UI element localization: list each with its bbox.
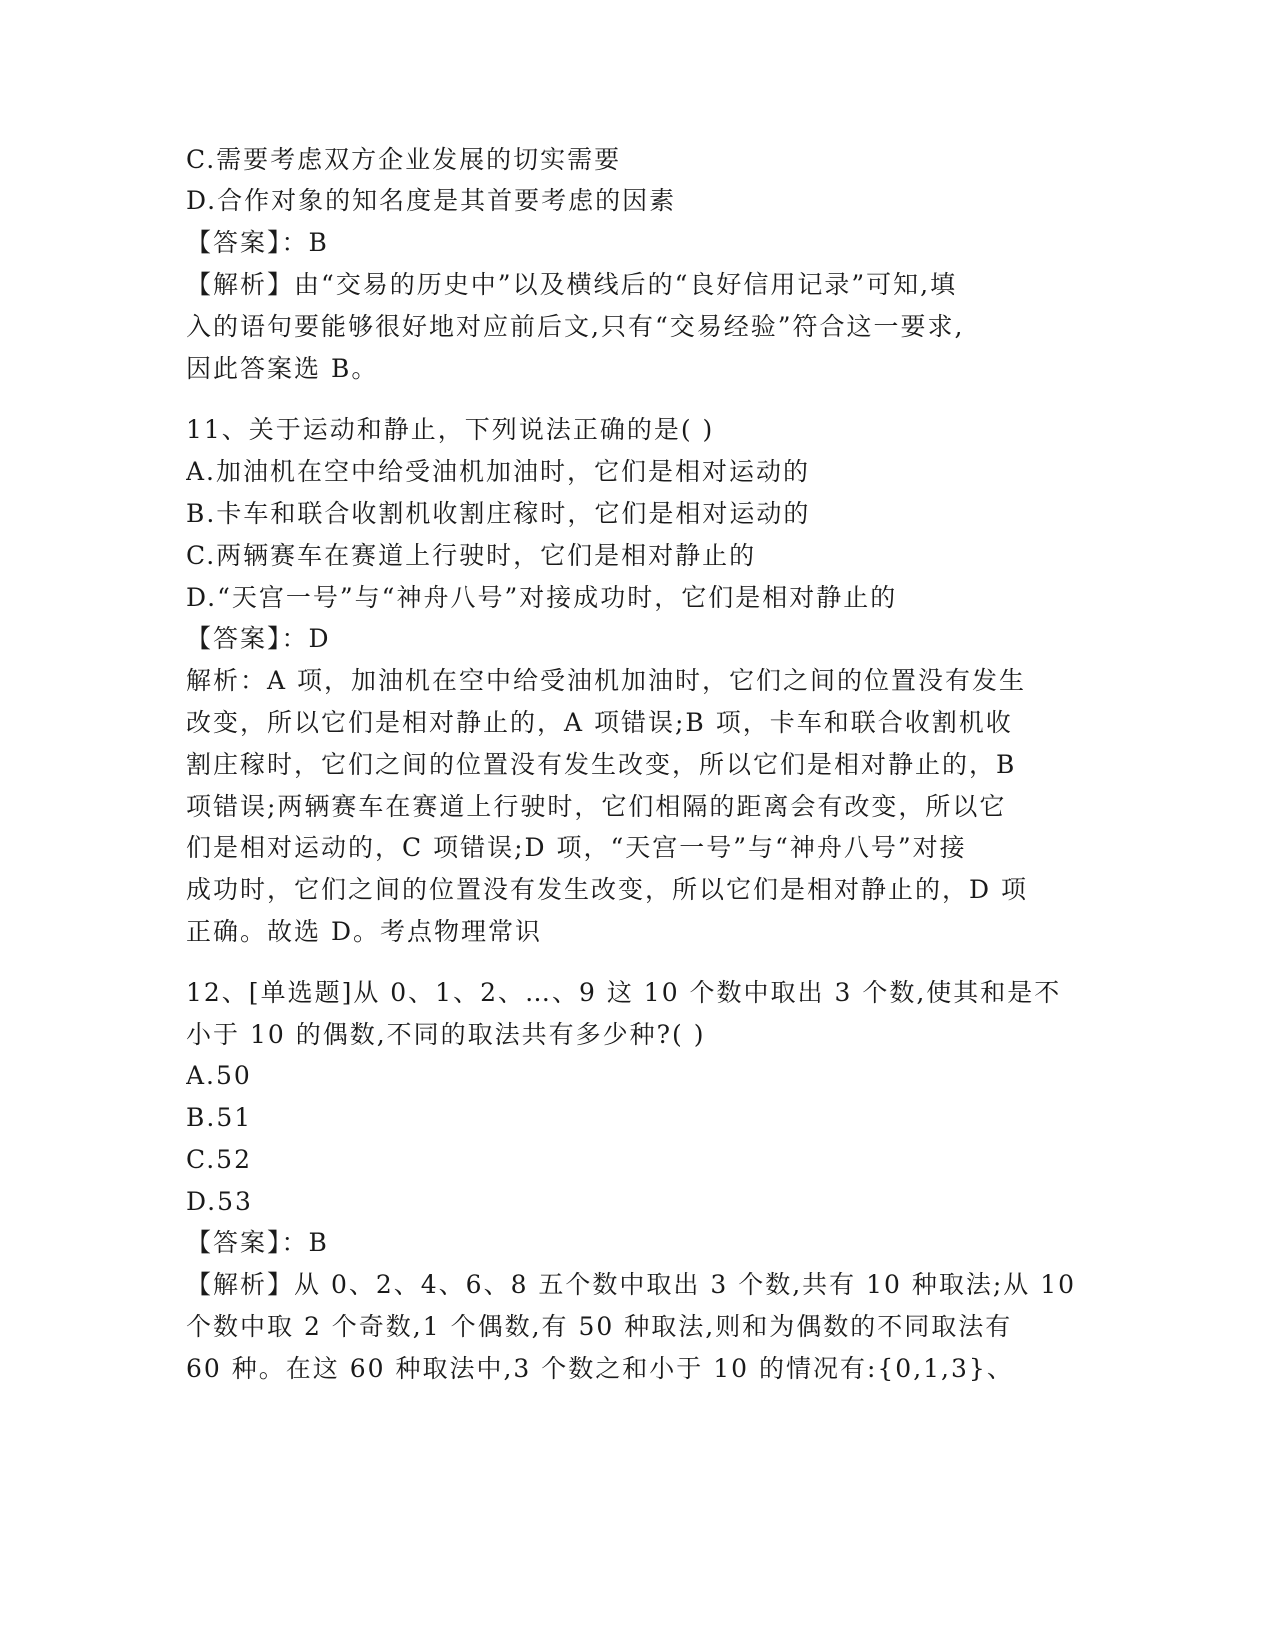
q11-option-a: A.加油机在空中给受油机加油时，它们是相对运动的 [186,457,811,486]
q10-option-c: C.需要考虑双方企业发展的切实需要 [186,145,622,174]
q12-question-line: 12、[单选题]从 0、1、2、…、9 这 10 个数中取出 3 个数,使其和是不 [186,978,1062,1007]
q11-analysis-line: 项错误;两辆赛车在赛道上行驶时，它们相隔的距离会有改变，所以它 [186,792,1007,821]
q12-option-b: B.51 [186,1103,253,1132]
q11-option-c: C.两辆赛车在赛道上行驶时，它们是相对静止的 [186,541,757,570]
q11-analysis-line: 解析：A 项，加油机在空中给受油机加油时，它们之间的位置没有发生 [186,666,1027,695]
q11-question: 11、关于运动和静止，下列说法正确的是( ) [186,415,715,444]
q12-analysis-line: 【解析】从 0、2、4、6、8 五个数中取出 3 个数,共有 10 种取法;从 10 [186,1270,1077,1299]
q12-answer: 【答案】：B [186,1228,329,1257]
q12-question-line: 小于 10 的偶数,不同的取法共有多少种?( ) [186,1020,706,1049]
q11-analysis-line: 改变，所以它们是相对静止的，A 项错误;B 项，卡车和联合收割机收 [186,708,1013,737]
q10-analysis-line: 【解析】由“交易的历史中”以及横线后的“良好信用记录”可知,填 [186,270,958,299]
q11-option-b: B.卡车和联合收割机收割庄稼时，它们是相对运动的 [186,499,811,528]
q10-analysis-line: 入的语句要能够很好地对应前后文,只有“交易经验”符合这一要求, [186,312,965,341]
q12-analysis-line: 个数中取 2 个奇数,1 个偶数,有 50 种取法,则和为偶数的不同取法有 [186,1312,1013,1341]
q12-option-d: D.53 [186,1187,253,1216]
q12-analysis-line: 60 种。在这 60 种取法中,3 个数之和小于 10 的情况有:{0,1,3}、 [186,1354,1014,1383]
q11-analysis-line: 们是相对运动的，C 项错误;D 项，“天宫一号”与“神舟八号”对接 [186,833,967,862]
q12-option-a: A.50 [186,1061,252,1090]
q12-option-c: C.52 [186,1145,252,1174]
q11-answer: 【答案】：D [186,624,331,653]
q10-analysis-line: 因此答案选 B。 [186,354,379,383]
q10-option-d: D.合作对象的知名度是其首要考虑的因素 [186,186,677,215]
q11-option-d: D.“天宫一号”与“神舟八号”对接成功时，它们是相对静止的 [186,583,898,612]
q11-analysis-line: 成功时，它们之间的位置没有发生改变，所以它们是相对静止的，D 项 [186,875,1028,904]
q10-answer: 【答案】：B [186,228,329,257]
q11-analysis-line: 割庄稼时，它们之间的位置没有发生改变，所以它们是相对静止的，B [186,750,1017,779]
q11-analysis-line: 正确。故选 D。考点物理常识 [186,917,542,946]
